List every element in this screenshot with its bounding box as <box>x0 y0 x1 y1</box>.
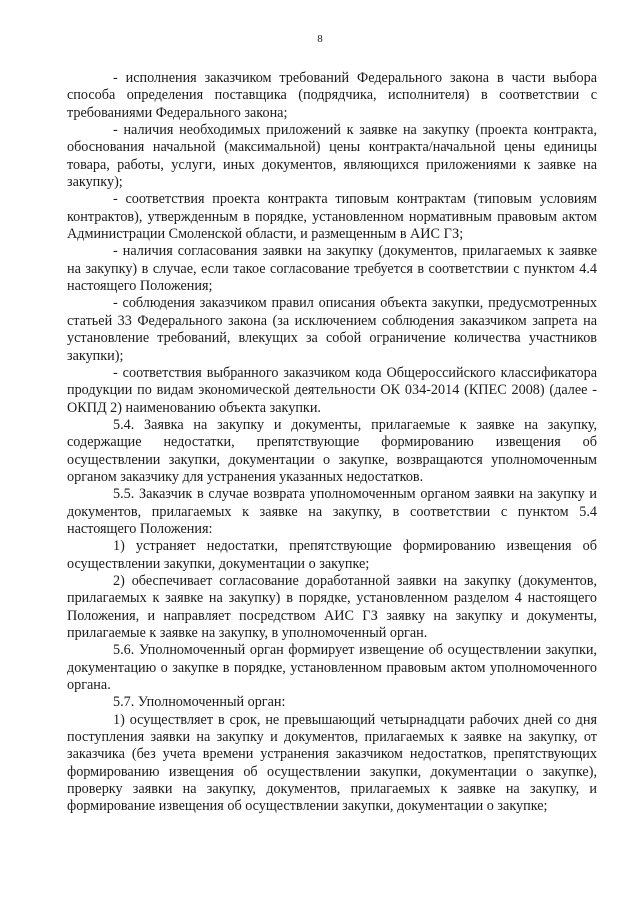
paragraph: 2) обеспечивает согласование доработанной заявки на закупку (документов, прилагаемых к заявке на закупку) в порядке, установленном разделом 4 настоящего Положения, и направляет посредством АИС ГЗ заявку на закупку и документы, прилагаемые к заявке на закупку, в уполномоченный орган. <box>67 572 597 641</box>
paragraph: - соблюдения заказчиком правил описания объекта закупки, предусмотренных статьей 33 Федерального закона (за исключением соблюдения заказчиком запрета на установление требований, влекущих за собой ограничение количества участников закупки); <box>67 295 597 364</box>
paragraph: - наличия необходимых приложений к заявке на закупку (проекта контракта, обоснования начальной (максимальной) цены контракта/начальной цены единицы товара, работы, услуги, иных документов, являющихся приложениями к заявке на закупку); <box>67 122 597 191</box>
paragraph: 5.5. Заказчик в случае возврата уполномоченным органом заявки на закупку и документов, прилагаемых к заявке на закупку, в соответствии с пунктом 5.4 настоящего Положения: <box>67 486 597 537</box>
document-body <box>67 70 597 816</box>
paragraph: 5.7. Уполномоченный орган: <box>113 694 286 711</box>
paragraph: - исполнения заказчиком требований Федерального закона в части выбора способа определения поставщика (подрядчика, исполнителя) в соответствии с требованиями Федерального закона; <box>67 70 597 121</box>
paragraph: 5.4. Заявка на закупку и документы, прилагаемые к заявке на закупку, содержащие недостатки, препятствующие формированию извещения об осуществлении закупки, документации о закупке, возвращаются уполномоченным органом заказчику для устранения указанных недостатков. <box>67 416 597 485</box>
paragraph: 1) осуществляет в срок, не превышающий четырнадцати рабочих дней со дня поступления заявки на закупку и документов, прилагаемых к заявке на закупку, от заказчика (без учета времени устранения заказчиком недостатков, препятствующих формированию извещения об осуществлении закупки, документации о закупке), проверку заявки на закупку, документов, прилагаемых к заявке на закупку, и формирование извещения об осуществлении закупки, документации о закупке; <box>67 711 597 815</box>
paragraph: - соответствия проекта контракта типовым контрактам (типовым условиям контрактов), утвержденным в порядке, установленном нормативным правовым актом Администрации Смоленской области, и размещенным в АИС ГЗ; <box>67 191 597 243</box>
page-number: 8 <box>317 33 323 45</box>
paragraph: - соответствия выбранного заказчиком кода Общероссийского классификатора продукции по видам экономической деятельности ОК 034-2014 (КПЕС 2008) (далее - ОКПД 2) наименованию объекта закупки. <box>67 364 597 416</box>
paragraph: 1) устраняет недостатки, препятствующие формированию извещения об осуществлении закупки, документации о закупке; <box>67 538 597 572</box>
paragraph: - наличия согласования заявки на закупку (документов, прилагаемых к заявке на закупку) в случае, если такое согласование требуется в соответствии с пунктом 4.4 настоящего Положения; <box>67 243 597 295</box>
paragraph: 5.6. Уполномоченный орган формирует извещение об осуществлении закупки, документацию о закупке в порядке, установленном правовым актом уполномоченного органа. <box>67 642 597 694</box>
